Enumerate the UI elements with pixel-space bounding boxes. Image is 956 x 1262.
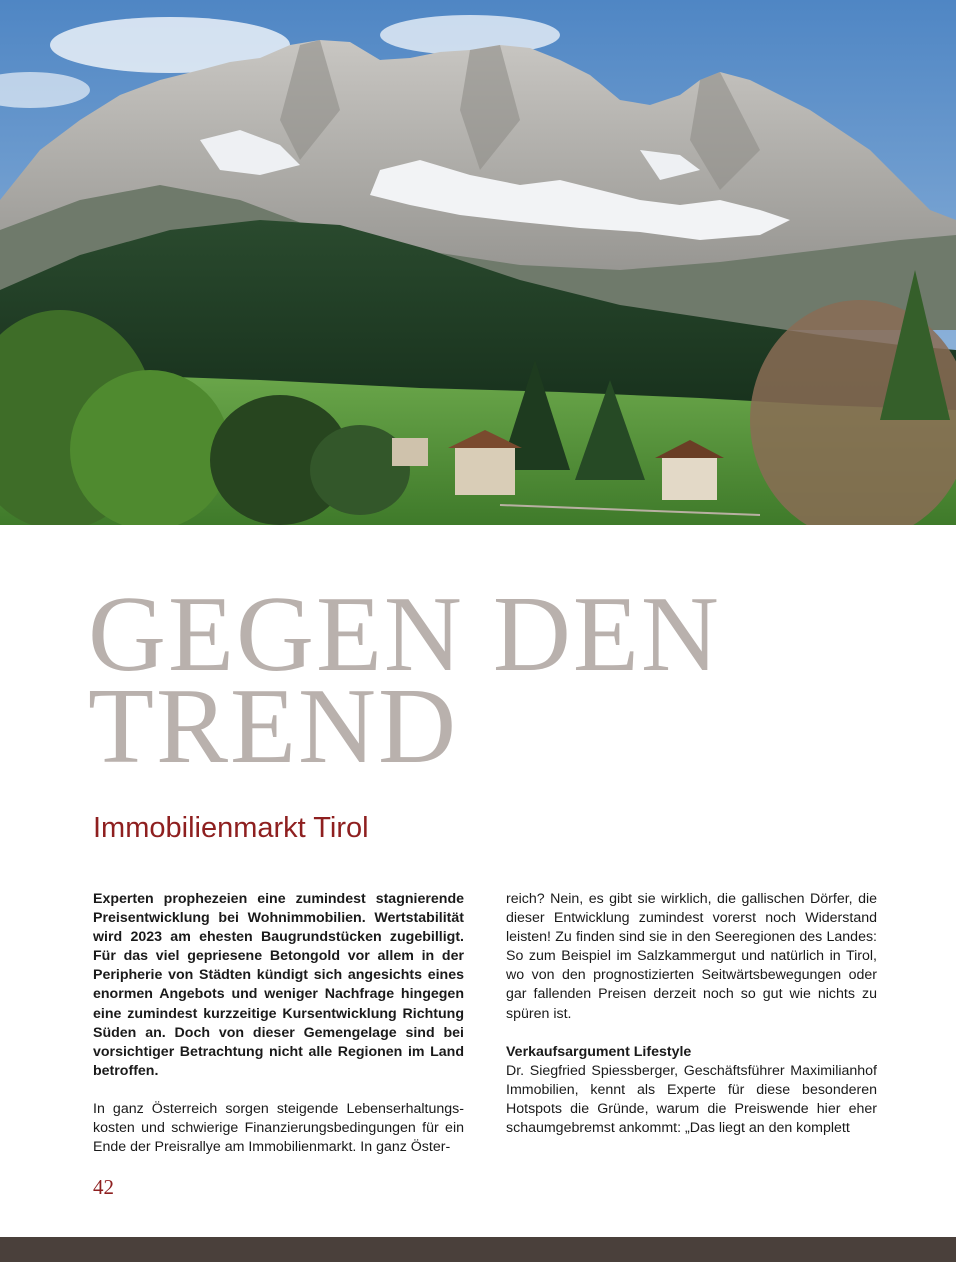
lead-paragraph: Experten prophezeien eine zumindest stagnierende Preisentwicklung bei Wohnimmobilien. Wertstabilität wird 2023 am ehesten Baugrundstücken zugebilligt. Für das viel gepriesene Betongold vor allem in der Peripherie von Städten kündigt sich angesichts eines enormen Angebots und weniger Nachfrage hingegen eine zumindest kurzzeitige Kursentwicklung Richtung Süden an. Doch von dieser Gemengelage sind bei vorsichtiger Betrachtung nicht alle Regionen im Land betroffen. xyxy=(93,891,464,1079)
body-paragraph: reich? Nein, es gibt sie wirklich, die gallischen Dörfer, die dieser Entwicklung zumindest vorerst noch Widerstand leisten! Zu finden sind sie in den Seeregionen des Landes: So zum Beispiel im Salzkammergut und natürlich in Tirol, wo von den prognostizierten Seitwärtsbewegungen oder gar fallenden Preisen derzeit noch so gut wie nichts zu spüren ist. xyxy=(506,891,877,1022)
hero-photo xyxy=(0,0,956,525)
body-paragraph: In ganz Österreich sorgen steigende Lebenserhaltungs-kosten und schwierige Finanzierungsbedingungen für ein Ende der Preisrallye am Immobilienmarkt. In ganz Öster- xyxy=(93,1100,464,1156)
footer-bar xyxy=(0,1237,956,1262)
section-subheading: Verkaufsargument Lifestyle xyxy=(506,1043,692,1060)
headline-line-2: TREND xyxy=(88,667,458,786)
text-column-right xyxy=(506,890,877,1138)
body-paragraph: Dr. Siegfried Spiessberger, Geschäftsführer Maximilianhof Immobilien, kennt als Experte für diese besonderen Hotspots die Gründe, warum die Preiswende hier eher schaumgebremst ankommt: „Das liegt an den komplett xyxy=(506,1062,877,1137)
page-number: 42 xyxy=(93,1175,114,1199)
headline-line-1: GEGEN DEN xyxy=(88,575,721,694)
article-subtitle: Immobilienmarkt Tirol xyxy=(93,812,369,844)
text-column-left xyxy=(93,890,464,1157)
mountain-landscape-image xyxy=(0,0,956,525)
